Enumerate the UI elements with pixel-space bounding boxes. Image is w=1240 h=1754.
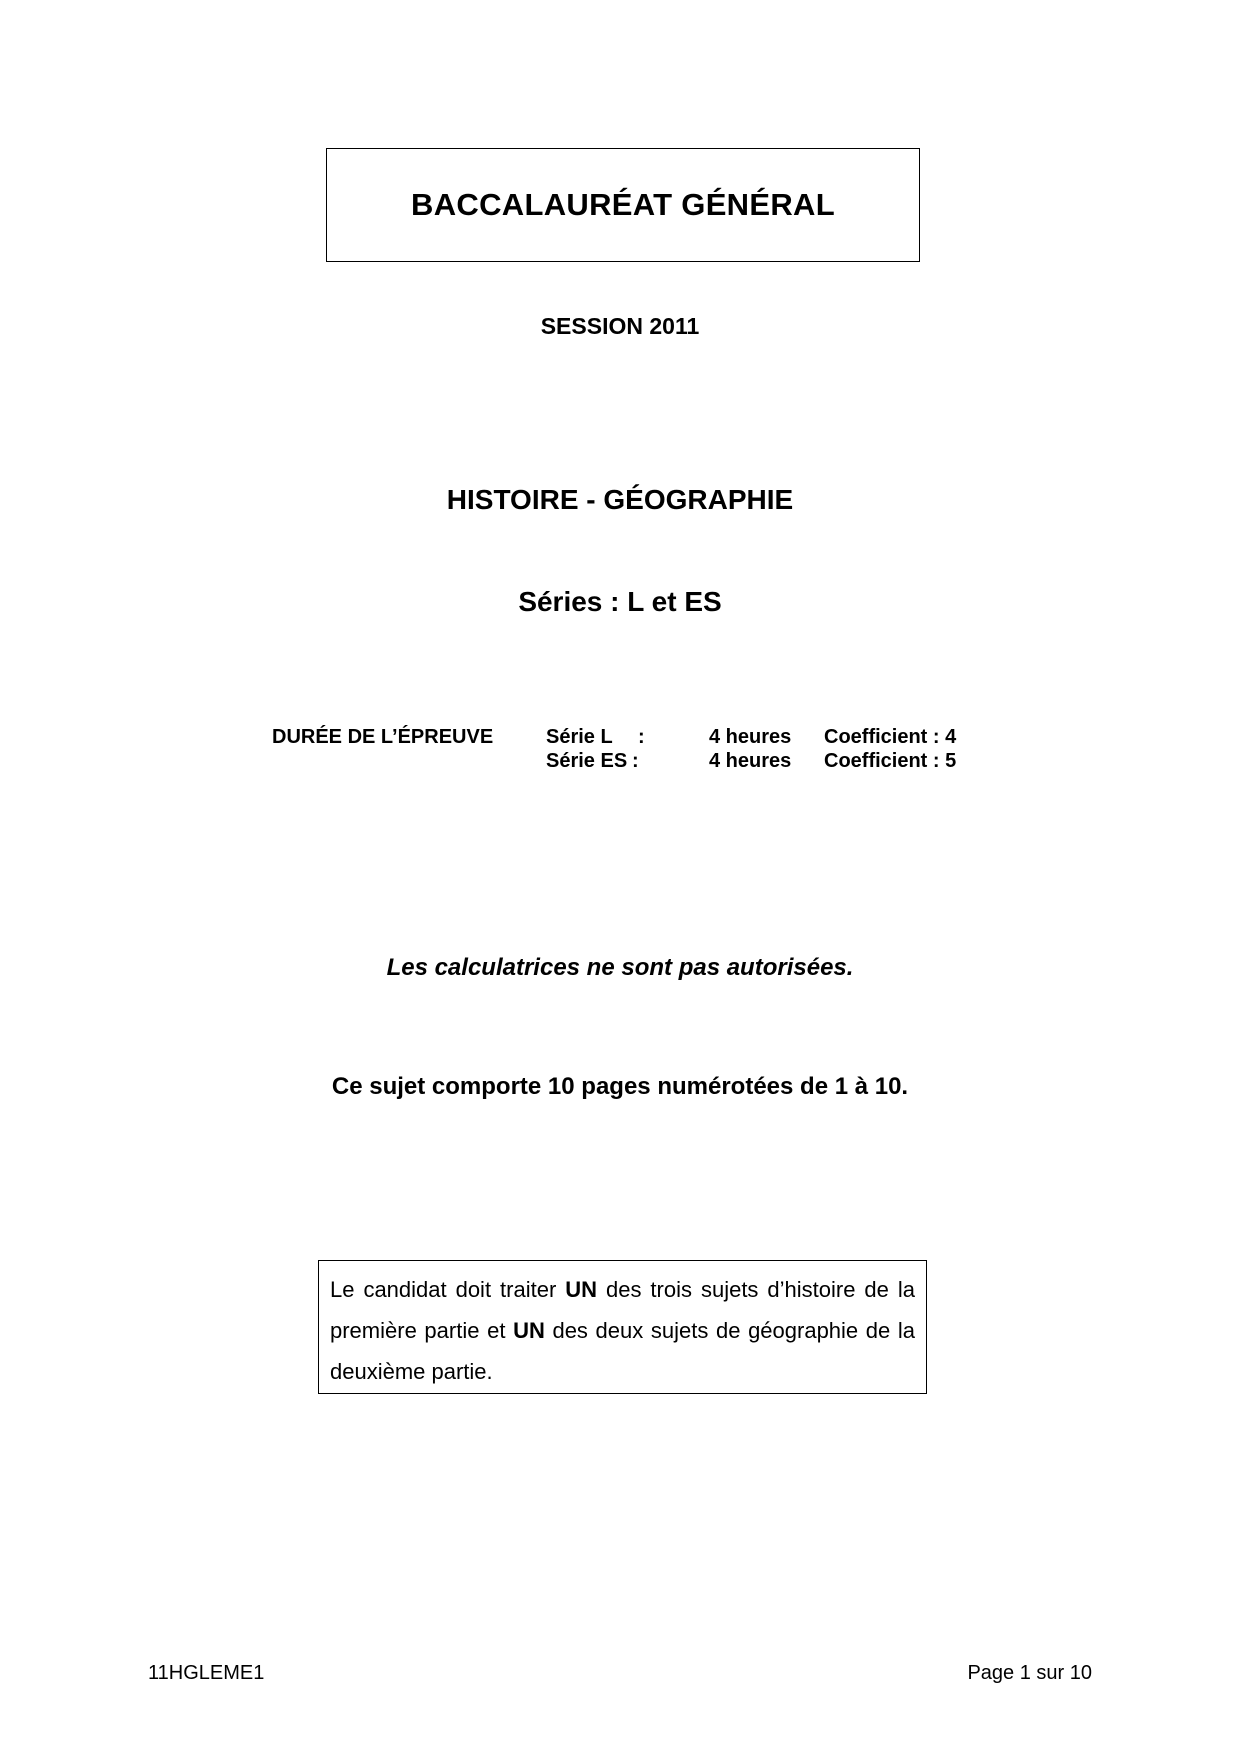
serie-es-colon: : <box>632 750 639 772</box>
instructions-emphasis-2: UN <box>513 1318 545 1343</box>
serie-l-name: Série L <box>546 726 613 748</box>
page-count-notice: Ce sujet comporte 10 pages numérotées de 1 à 10. <box>331 1073 909 1100</box>
subject-title: HISTOIRE - GÉOGRAPHIE <box>446 484 794 515</box>
instructions-text-1: Le candidat doit traiter <box>330 1277 566 1302</box>
page-number: Page 1 sur 10 <box>967 1662 1092 1684</box>
instructions-text-2: des trois sujets d’histoire de la première partie et <box>330 1277 915 1343</box>
serie-es-name: Série ES <box>546 750 628 772</box>
instructions-emphasis-1: UN <box>565 1277 598 1302</box>
calculator-notice: Les calculatrices ne sont pas autorisées. <box>386 954 854 981</box>
duration-label: DURÉE DE L’ÉPREUVE <box>272 726 494 748</box>
duration-table <box>0 725 1240 775</box>
instructions-box <box>318 1260 927 1394</box>
serie-es-coefficient: Coefficient : 5 <box>824 750 957 772</box>
serie-es-hours: 4 heures <box>709 750 792 772</box>
serie-l-hours: 4 heures <box>709 726 792 748</box>
document-title: BACCALAURÉAT GÉNÉRAL <box>411 187 835 222</box>
session-label: SESSION 2011 <box>540 313 700 339</box>
serie-l-coefficient: Coefficient : 4 <box>824 726 957 748</box>
title-box <box>326 148 920 262</box>
series-label: Séries : L et ES <box>518 586 722 617</box>
document-code: 11HGLEME1 <box>148 1662 265 1684</box>
serie-l-colon: : <box>638 726 645 748</box>
instructions-text-3: des deux sujets de géographie de la deuxième partie. <box>330 1318 915 1384</box>
